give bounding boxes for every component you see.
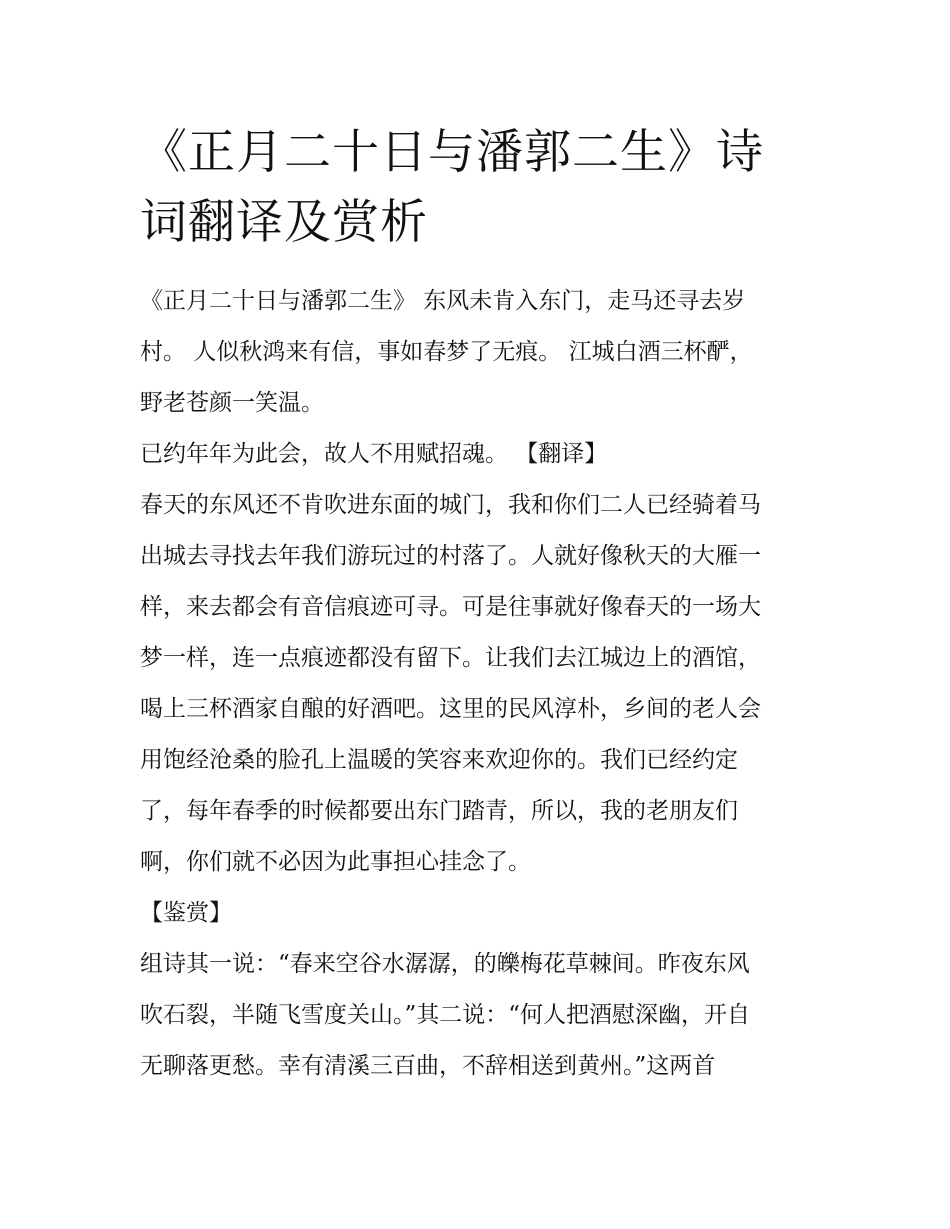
translation-line: 啊，你们就不必因为此事担心挂念了。 — [140, 849, 531, 875]
translation-line: 喝上三杯酒家自酿的好酒吧。这里的民风淳朴，乡间的老人会 — [140, 696, 761, 722]
translation-line: 出城去寻找去年我们游玩过的村落了。人就好像秋天的大雁一 — [140, 543, 761, 569]
poem-line: 野老苍颜一笑温。 — [140, 390, 324, 416]
translation-line: 春天的东风还不肯吹进东面的城门，我和你们二人已经骑着马 — [140, 492, 761, 518]
appreciation-line: 无聊落更愁。幸有清溪三百曲，不辞相送到黄州。”这两首 — [140, 1053, 716, 1079]
appreciation-heading: 【鉴赏】 — [140, 900, 232, 926]
title-line: 词翻译及赏析 — [140, 195, 428, 250]
translation-line: 用饱经沧桑的脸孔上温暖的笑容来欢迎你的。我们已经约定 — [140, 747, 738, 773]
appreciation-line: 组诗其一说：“春来空谷水潺潺，的皪梅花草棘间。昨夜东风 — [140, 951, 750, 977]
translation-line: 了，每年春季的时候都要出东门踏青，所以，我的老朋友们 — [140, 798, 738, 824]
title-line: 《正月二十日与潘郭二生》诗 — [140, 125, 764, 180]
poem-line: 已约年年为此会，故人不用赋招魂。 【翻译】 — [140, 441, 608, 467]
document-body — [140, 276, 830, 1092]
poem-line: 村。 人似秋鸿来有信，事如春梦了无痕。 江城白酒三杯酽， — [140, 339, 753, 365]
appreciation-line: 吹石裂，半随飞雪度关山。”其二说：“何人把酒慰深幽，开自 — [140, 1002, 751, 1028]
document-title — [140, 118, 830, 258]
poem-line: 《正月二十日与潘郭二生》 东风未肯入东门，走马还寻去岁 — [140, 288, 746, 314]
translation-line: 样，来去都会有音信痕迹可寻。可是往事就好像春天的一场大 — [140, 594, 761, 620]
translation-line: 梦一样，连一点痕迹都没有留下。让我们去江城边上的酒馆， — [140, 645, 761, 671]
